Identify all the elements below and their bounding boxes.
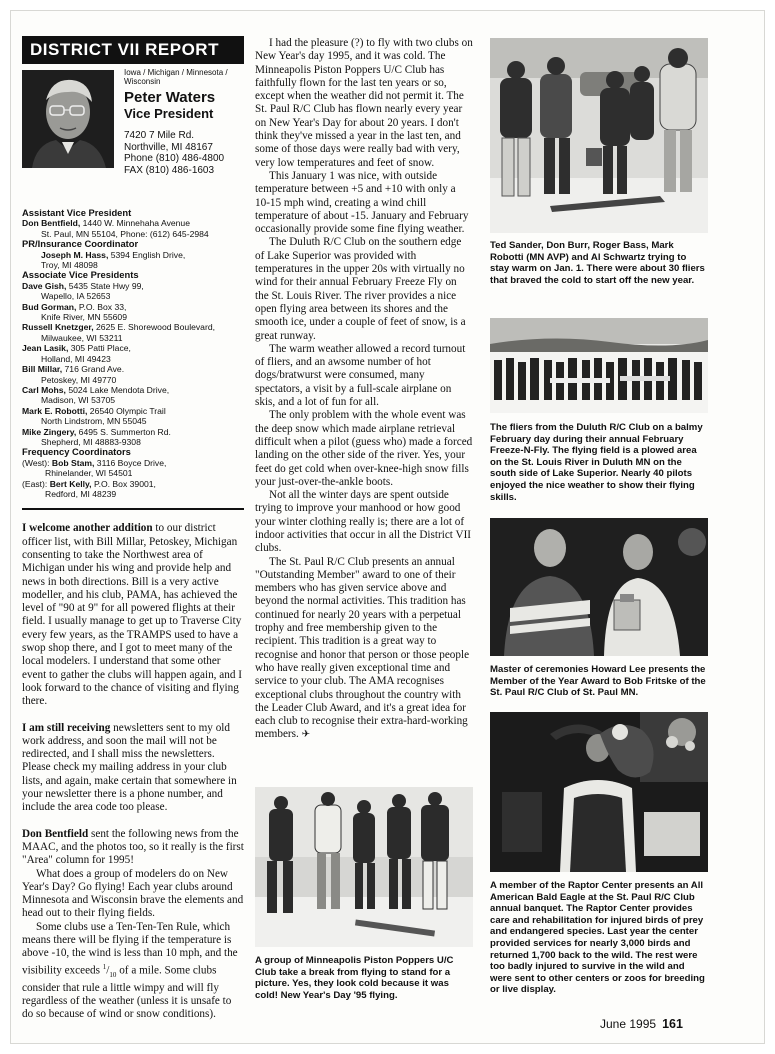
paragraph: This January 1 was nice, with outside temperature between +5 and +10 with only a 10-15 mph wind, creating a wind chill temperature of about -15. January and February occasionally provide some fine flying weather. xyxy=(255,169,469,236)
officer-entry: Joseph M. Hass, 5394 English Drive, xyxy=(41,249,186,260)
vice-president-block xyxy=(22,68,244,204)
officer-address: Holland, MI 49423 xyxy=(41,353,111,364)
officer-entry: (West): Bob Stam, 3116 Boyce Drive, xyxy=(22,457,167,468)
paragraph: Don Bentfield sent the following news from the MAAC, and the photos too, so it really is the first "Area" column for 1995! xyxy=(22,827,244,867)
end-mark: ✈ xyxy=(301,729,310,741)
vp-fax: FAX (810) 486-1603 xyxy=(124,164,215,176)
officer-entry: (East): Bert Kelly, P.O. Box 39001, xyxy=(22,478,156,489)
paragraph: What does a group of modelers do on New Year's Day? Go flying! Each year clubs around Minnesota and Wisconsin brave the elements and head out to their flying fields. xyxy=(22,867,244,920)
officer-entry: Bill Millar, 716 Grand Ave. xyxy=(22,364,125,375)
vp-title: Vice President xyxy=(124,106,214,121)
officer-entry: Russell Knetzger, 2625 E. Shorewood Boulevard, xyxy=(22,322,215,333)
vp-portrait xyxy=(22,70,114,168)
page-number: 161 xyxy=(662,1017,683,1031)
article-text-col2 xyxy=(255,37,473,742)
officer-role: Frequency Coordinators xyxy=(22,446,131,458)
officer-entry: Mike Zingery, 6495 S. Summerton Rd. xyxy=(22,426,171,437)
issue-date: June 1995 xyxy=(600,1017,657,1031)
officer-list xyxy=(22,208,244,499)
officer-entry: Dave Gish, 5435 State Hwy 99, xyxy=(22,280,144,291)
officer-address: Wapello, IA 52653 xyxy=(41,291,111,302)
officer-role: PR/Insurance Coordinator xyxy=(22,238,139,250)
photo-piston-poppers xyxy=(255,787,473,947)
photo-new-years-fliers xyxy=(490,38,708,233)
officer-entry: Bud Gorman, P.O. Box 33, xyxy=(22,301,127,312)
paragraph: The warm weather allowed a record turnout of fliers, and an awsome number of hot dogs/bratwurst were consumed, many spectators, a visit by a full-scale airplane on skis, and a lot of fun for all. xyxy=(255,342,466,409)
vp-name: Peter Waters xyxy=(124,89,216,106)
officer-address: Redford, MI 48239 xyxy=(45,488,117,499)
left-column xyxy=(22,36,244,1022)
page-footer xyxy=(600,1017,710,1031)
photo-caption: A member of the Raptor Center presents an All American Bald Eagle at the St. Paul R/C Club annual banquet. The Raptor Center provides care and rehabilitation for injured birds of prey and endangered species. Last year the center provided services for nearly 3,000 birds and returned 1,700 back to the wild. The rest were too badly injured to survive in the wild and were sent to other centers or zoos for breeding or live display. xyxy=(490,880,705,996)
officer-address: Knife River, MN 55609 xyxy=(41,312,127,323)
officer-address: Petoskey, MI 49770 xyxy=(41,374,117,385)
vp-info xyxy=(124,68,244,176)
officer-entry: Mark E. Robotti, 26540 Olympic Trail xyxy=(22,405,166,416)
officer-address: North Lindstrom, MN 55045 xyxy=(41,416,147,427)
vp-states: Iowa / Michigan / Minnesota / Wisconsin xyxy=(124,68,228,86)
photo-caption: Master of ceremonies Howard Lee presents the Member of the Year Award to Bob Fritske of the St. Paul R/C Club of St. Paul MN. xyxy=(490,664,706,699)
officer-entry: Don Bentfield, 1440 W. Minnehaha Avenue xyxy=(22,218,190,229)
section-rule xyxy=(22,508,244,510)
officer-address: Troy, MI 48098 xyxy=(41,260,98,271)
photo-raptor-center xyxy=(490,712,708,872)
page-header xyxy=(22,36,244,64)
officer-entry: Carl Mohs, 5024 Lake Mendota Drive, xyxy=(22,384,170,395)
photo-award-presentation xyxy=(490,518,708,656)
photo-duluth-club xyxy=(490,318,708,413)
officer-address: Madison, WI 53705 xyxy=(41,395,116,406)
officer-address: St. Paul, MN 55104, Phone: (612) 645-2984 xyxy=(41,228,209,239)
officer-entry: Jean Lasik, 305 Patti Place, xyxy=(22,343,131,354)
paragraph: The only problem with the whole event was the deep snow which made airplane retrieval difficult when a pilot (guess who) made a forced landing on the other side of the river. Yes, your feet do get cold when over-knee-high snow fills your just-over-the-ankle boots. xyxy=(255,409,473,488)
officer-address: Rhinelander, WI 54501 xyxy=(45,468,133,479)
paragraph: I welcome another addition to our district officer list, with Bill Millar, Petoskey, Michigan consenting to take the Northwest area of Michigan under his wing and provide help and news in both directions. Bill is a very active modeller, and his club, PAMA, has achieved the level of "90 at 9" for all powered flights at their field. I usually manage to get up to Traverse City every few years, as the TRAMPS used to have a swop shop there, and I got to meet many of the local modelers. I understand that some other event to gather the clubs will happen again, and I look forward to the chance of visiting and flying there. xyxy=(22,522,242,708)
middle-column xyxy=(255,37,473,742)
article-text-col1 xyxy=(22,522,244,1021)
officer-role: Assistant Vice President xyxy=(22,207,132,218)
header-title: DISTRICT VII REPORT xyxy=(30,40,219,59)
paragraph: The St. Paul R/C Club presents an annual "Outstanding Member" award to one of their members who has given service above and beyond the normal activities. This tradition has continued for nearly 20 years with a perpetual trophy and free membership given to the recipient. This tradition is a great way to recognise and honor that person or those people who have really given exceptional time and service to your club. The AMA recognises exceptional clubs throughout the country with the Leader Club Award, and it's a great idea for each club to recognise their extra-hard-working members. ✈ xyxy=(255,555,470,741)
officer-address: Shepherd, MI 48883-9308 xyxy=(41,436,141,447)
paragraph: The Duluth R/C Club on the southern edge of Lake Superior was provided with temperatures in the upper 20s with virtually no wind for their annual February Freeze Fly on the St. Louis River. The river provides a nice open flying area between its shores and the smooth ice, under a couple of feet of snow, is a great runway. xyxy=(255,236,466,342)
officer-address: Milwaukee, WI 53211 xyxy=(41,332,123,343)
paragraph: I had the pleasure (?) to fly with two clubs on New Year's day 1995, and it was cold. The Minneapolis Piston Poppers U/C Club has faithfully flown for the last ten years or so, except when the weather did not permit it. The St. Paul R/C Club has flown nearly every year on New Year's Day for about 20 years. I don't think they've missed a year in the last ten, and some of those days were really bad with very, very low temperatures and feet of snow. xyxy=(255,37,473,169)
paragraph: Not all the winter days are spent outside trying to improve your manhood or how good your winter clothing really is; there are a lot of indoor activities that occur in all the District VII clubs. xyxy=(255,489,472,555)
vp-phone: Phone (810) 486-4800 xyxy=(124,153,225,164)
photo-caption: A group of Minneapolis Piston Poppers U/C Club take a break from flying to stand for a picture. Yes, they look cold because it was cold! New Year's Day '95 flying. xyxy=(255,955,454,1001)
paragraph: Some clubs use a Ten-Ten-Ten Rule, which means there will be flying if the temperature is above -10, the wind is less than 10 mph, and the visibility exceeds $^1/_{10}$ of a mile. Some clubs consider that rule a little wimpy and will fly regardless of the weather (unless it is unsafe to do so because of wind or snow conditions). xyxy=(22,920,238,1021)
photo-caption: The fliers from the Duluth R/C Club on a balmy February day during their annual February Freeze-N-Fly. The flying field is a plowed area on the St. Louis River in Duluth MN on the south side of Lake Superior. Nearly 40 pilots enjoyed the nice weather to show their flying skills. xyxy=(490,422,703,503)
vp-address-line: 7420 7 Mile Rd. xyxy=(124,130,195,141)
vp-address xyxy=(124,130,244,176)
vp-address-line: Northville, MI 48167 xyxy=(124,141,213,153)
officer-role: Associate Vice Presidents xyxy=(22,269,139,281)
paragraph: I am still receiving newsletters sent to my old work address, and soon the mail will not be redirected, and I shall miss the newsletters. Please check my mailing address in your club lists, and again, make certain that somewhere in your newsletter there is a phone number, and include the area code too please. xyxy=(22,721,237,814)
photo-caption: Ted Sander, Don Burr, Roger Bass, Mark Robotti (MN AVP) and Al Schwartz trying to stay warm on Jan. 1. There were about 30 fliers that braved the cold to start off the new year. xyxy=(490,240,705,286)
